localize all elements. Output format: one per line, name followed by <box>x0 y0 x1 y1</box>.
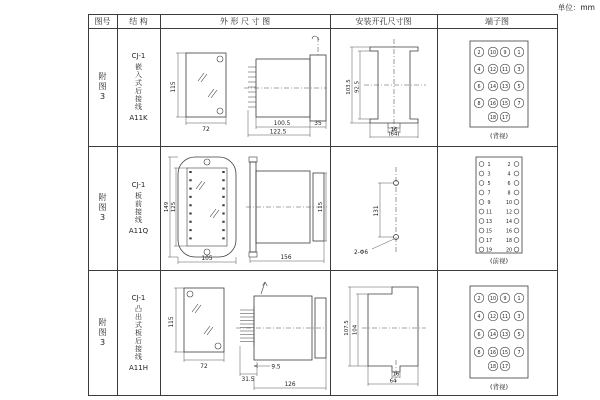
svg-text:13: 13 <box>501 84 508 90</box>
panel-cutout-outline <box>368 287 418 372</box>
terminal-diagram-a11q <box>442 149 554 267</box>
svg-text:7: 7 <box>516 350 521 356</box>
svg-text:14: 14 <box>505 219 512 225</box>
svg-text:9: 9 <box>502 296 507 302</box>
cutout-drawing-a11h <box>334 272 434 394</box>
outline-cell-row3 <box>161 271 330 395</box>
svg-text:9: 9 <box>502 50 507 56</box>
front-hole-bottom <box>217 108 223 114</box>
hole-spec-label: 2-Φ6 <box>353 250 368 256</box>
front-hole-top <box>187 291 193 297</box>
svg-text:1: 1 <box>516 296 521 302</box>
dim-inner-height: 125 <box>170 201 177 213</box>
svg-text:14: 14 <box>489 332 496 338</box>
terminal-pins <box>240 306 254 346</box>
dim-pin-length: 9.5 <box>270 364 281 371</box>
dim-cutout-outer-height: 103.5 <box>345 79 352 95</box>
svg-text:4: 4 <box>506 172 511 178</box>
terminal-view-caption: (背视) <box>489 383 508 391</box>
code-label: A11K <box>129 114 148 122</box>
svg-text:2: 2 <box>506 162 511 168</box>
cutout-cell-row1 <box>331 29 436 145</box>
terminal-grid <box>474 47 524 122</box>
cutout-drawing-a11q <box>334 149 434 267</box>
model-label: CJ-1 <box>131 181 146 189</box>
dim-slot-width: 16 <box>390 127 397 133</box>
svg-text:20: 20 <box>505 248 512 254</box>
svg-text:19: 19 <box>485 248 492 254</box>
fig-no-cell-row3 <box>88 271 117 395</box>
svg-text:2: 2 <box>476 296 481 302</box>
dim-pin-depth: 31.5 <box>241 377 254 383</box>
fig-no-label: 附图3 <box>98 192 107 224</box>
mounting-label: 凸出式板后接线 <box>134 305 143 361</box>
svg-text:11: 11 <box>501 67 508 73</box>
svg-text:4: 4 <box>476 314 481 320</box>
dim-front-width: 72 <box>199 364 208 370</box>
svg-text:2: 2 <box>476 50 481 56</box>
structure-cell-row1 <box>117 28 160 146</box>
cutout-cell-row2 <box>331 147 436 269</box>
dim-cutout-width: 64 <box>389 378 396 385</box>
dim-front-height: 115 <box>168 316 175 328</box>
svg-text:10: 10 <box>489 50 496 56</box>
dim-cutout-outer-height: 107.5 <box>343 320 350 336</box>
front-hole-bottom <box>215 343 221 349</box>
dim-front-height: 115 <box>170 81 177 93</box>
svg-text:8: 8 <box>476 350 481 356</box>
dim-cutout-width: (64) <box>387 131 400 138</box>
unit-label: 单位：mm <box>557 3 595 12</box>
terminal-view-caption: (背视) <box>489 132 508 140</box>
case-outline <box>187 168 227 246</box>
outline-drawing-a11h <box>164 272 328 394</box>
svg-text:5: 5 <box>516 84 521 90</box>
terminal-cell-row3 <box>438 271 557 395</box>
code-label: A11H <box>129 364 148 372</box>
svg-text:1: 1 <box>486 162 491 168</box>
svg-text:15: 15 <box>501 101 508 107</box>
svg-text:17: 17 <box>485 238 492 244</box>
fig-no-cell-row2 <box>88 147 117 269</box>
flange-outline <box>178 157 236 257</box>
svg-text:13: 13 <box>501 332 508 338</box>
leader-line <box>372 239 394 249</box>
outline-cell-row2 <box>161 147 330 269</box>
svg-text:3: 3 <box>516 67 521 73</box>
header-outline: 外 形 尺 寸 图 <box>219 16 271 26</box>
terminal-view-caption: (前视) <box>489 257 508 265</box>
svg-text:9: 9 <box>486 200 491 206</box>
mounting-label: 嵌入式后接线 <box>134 63 143 111</box>
svg-text:6: 6 <box>506 181 511 187</box>
svg-text:5: 5 <box>486 181 491 187</box>
svg-text:8: 8 <box>476 101 481 107</box>
svg-text:11: 11 <box>501 314 508 320</box>
outline-drawing-a11k <box>164 31 328 143</box>
mount-hole-bottom <box>204 249 210 255</box>
model-label: CJ-1 <box>131 294 146 302</box>
svg-text:17: 17 <box>501 115 508 121</box>
outline-drawing-a11q <box>164 149 328 267</box>
dim-front-width: 72 <box>201 127 210 133</box>
structure-cell-row3 <box>117 271 160 395</box>
cutout-drawing-a11k <box>334 31 434 143</box>
code-label: A11Q <box>128 227 149 235</box>
dim-slot-width: 16 <box>392 371 399 378</box>
svg-text:10: 10 <box>489 296 496 302</box>
svg-text:18: 18 <box>505 238 512 244</box>
header-cutout: 安装开孔尺寸图 <box>355 16 412 26</box>
terminal-cell-row1 <box>438 29 557 145</box>
terminal-cell-row2 <box>438 147 557 269</box>
outline-cell-row1 <box>161 29 330 145</box>
svg-text:8: 8 <box>506 191 511 197</box>
dim-total-depth: 122.5 <box>269 129 286 136</box>
fig-no-label: 附图3 <box>98 71 107 103</box>
terminal-pins <box>248 67 256 107</box>
glass-hatch-marks <box>198 73 217 98</box>
front-view-body <box>186 53 226 117</box>
dim-bezel-depth: 35 <box>313 121 322 127</box>
svg-text:10: 10 <box>505 200 512 206</box>
front-view-body <box>184 288 224 352</box>
cutout-cell-row3 <box>331 271 436 395</box>
release-arrow <box>261 282 267 294</box>
svg-text:16: 16 <box>505 229 512 235</box>
dim-hole-spacing: 131 <box>373 205 380 217</box>
dim-depth: 156 <box>279 255 292 261</box>
svg-text:15: 15 <box>501 350 508 356</box>
dim-flange-height: 149 <box>163 201 170 213</box>
svg-text:6: 6 <box>476 84 481 90</box>
dim-total-depth: 126 <box>283 382 296 388</box>
front-hole-top <box>217 56 223 62</box>
svg-text:17: 17 <box>501 364 508 370</box>
dim-flange-width: 105 <box>200 256 213 262</box>
svg-text:12: 12 <box>489 314 496 320</box>
flange-ear-bottom <box>249 252 257 257</box>
fig-no-label: 附图3 <box>98 317 107 349</box>
svg-text:7: 7 <box>486 191 491 197</box>
model-label: CJ-1 <box>131 52 146 60</box>
header-structure: 结 构 <box>129 16 148 26</box>
table-border-bottom <box>88 395 558 396</box>
flange-ear-top <box>249 157 257 162</box>
svg-text:3: 3 <box>516 314 521 320</box>
glass-hatch-marks <box>196 181 219 218</box>
dim-cutout-inner-height: 104 <box>352 324 358 336</box>
structure-cell-row2 <box>117 147 160 269</box>
svg-text:15: 15 <box>485 229 492 235</box>
svg-text:4: 4 <box>476 67 481 73</box>
svg-text:13: 13 <box>485 219 492 225</box>
svg-text:1: 1 <box>516 50 521 56</box>
header-fig-no: 图号 <box>94 16 111 26</box>
mounting-label: 板前接线 <box>134 192 143 224</box>
svg-text:12: 12 <box>505 210 512 216</box>
svg-text:7: 7 <box>516 101 521 107</box>
dim-body-depth: 100.5 <box>273 121 290 127</box>
svg-text:16: 16 <box>489 350 496 356</box>
header-terminal: 端子图 <box>485 16 509 26</box>
terminal-diagram-a11k <box>442 31 554 143</box>
terminal-diagram-a11h <box>442 272 554 394</box>
glass-hatch-marks <box>192 304 213 335</box>
terminal-grid <box>474 293 524 371</box>
svg-text:16: 16 <box>489 101 496 107</box>
svg-text:14: 14 <box>489 84 496 90</box>
mount-hole-top <box>204 159 210 165</box>
svg-text:18: 18 <box>489 364 496 370</box>
svg-text:3: 3 <box>486 172 491 178</box>
svg-text:11: 11 <box>485 210 492 216</box>
svg-text:12: 12 <box>489 67 496 73</box>
fig-no-cell-row1 <box>88 28 117 146</box>
svg-text:5: 5 <box>516 332 521 338</box>
table-border-right <box>557 14 558 396</box>
svg-text:18: 18 <box>489 115 496 121</box>
dim-cutout-inner-height: 92.5 <box>354 80 360 94</box>
svg-text:6: 6 <box>476 332 481 338</box>
terminal-grid <box>479 162 519 254</box>
dim-side-height: 115 <box>317 201 324 213</box>
